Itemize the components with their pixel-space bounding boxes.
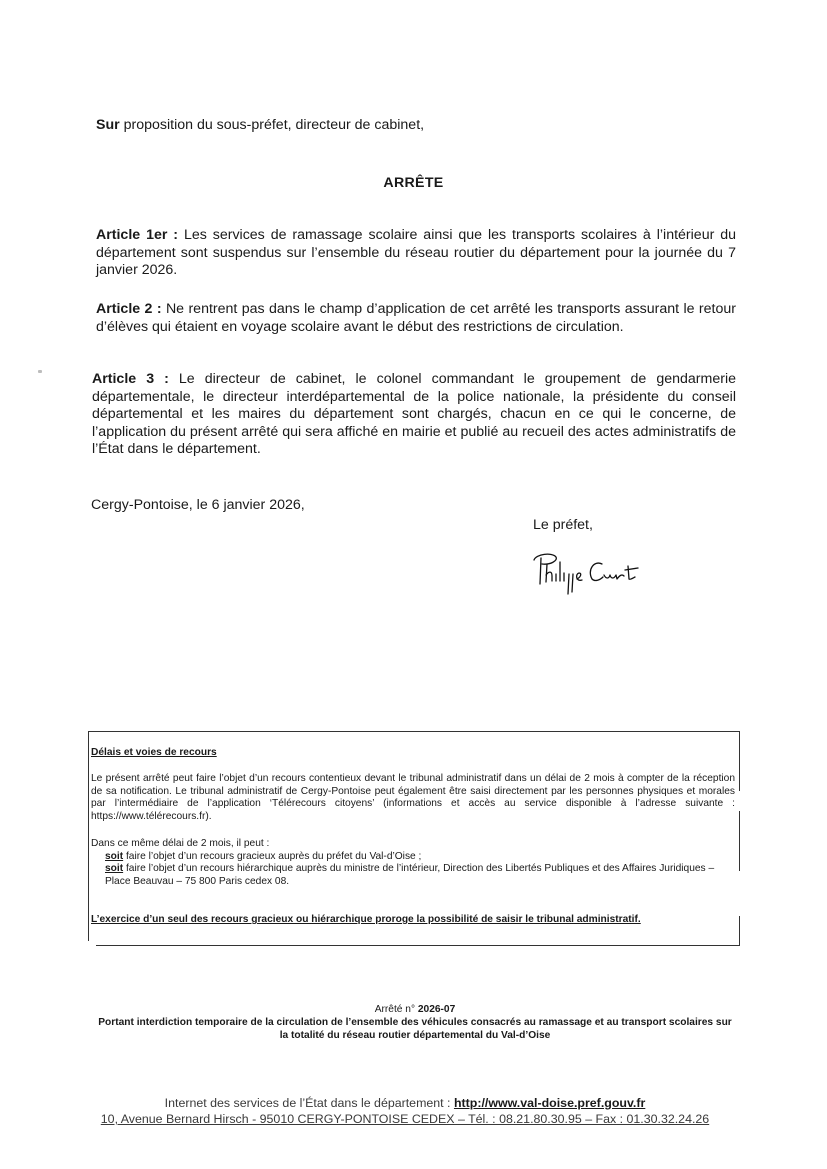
box-border-right xyxy=(739,916,740,946)
recourse-note: L’exercice d’un seul des recours gracieux ou hiérarchique proroge la possibilité de saisir le tribunal administratif. xyxy=(91,914,641,925)
box-border-top xyxy=(88,731,740,732)
recourse-option xyxy=(91,863,735,876)
box-border-right xyxy=(739,731,740,791)
box-border-left xyxy=(88,731,89,941)
recourse-options-intro: Dans ce même délai de 2 mois, il peut : xyxy=(91,838,270,849)
recourse-paragraph: Le présent arrêté peut faire l’objet d’un recours contentieux devant le tribunal administratif dans un délai de 2 mois à compter de la réception de sa notification. Le tribunal administratif de Cergy-Pontoise peut également être saisi directement par les personnes physiques et morales par l’intermédiaire de l’application ‘Télérecours citoyens’ (informations et accès au service disponible à l’adresse suivante : https://www.télérecours.fr). xyxy=(91,773,735,822)
article-1 xyxy=(96,227,736,280)
place-and-date: Cergy-Pontoise, le 6 janvier 2026, xyxy=(91,497,305,513)
article-2 xyxy=(96,301,736,336)
option-text: faire l’objet d’un recours gracieux auprès du préfet du Val-d’Oise ; xyxy=(123,850,422,862)
decree-subject: Portant interdiction temporaire de la circulation de l’ensemble des véhicules consacrés au ramassage et au transport scolaires sur la totalité du réseau routier départemental du Val-d’Oise xyxy=(98,1017,732,1042)
handwritten-signature xyxy=(530,548,680,596)
article-3 xyxy=(92,371,736,459)
recourse-box xyxy=(88,731,740,945)
scan-speck xyxy=(38,370,42,373)
proposition-text: proposition du sous-préfet, directeur de cabinet, xyxy=(119,117,425,133)
proposition-lead: Sur xyxy=(96,117,120,133)
footer-internet-line xyxy=(95,1095,715,1111)
article-text: Les services de ramassage scolaire ainsi que les transports scolaires à l’intérieur du département sont suspendus sur l’ensemble du réseau routier du département pour la journée du 7 janvier 2026. xyxy=(96,227,737,278)
signer-title: Le préfet, xyxy=(533,517,593,533)
footer-internet-label: Internet des services de l’État dans le département : xyxy=(164,1096,454,1110)
article-separator: : xyxy=(152,301,166,317)
article-separator: : xyxy=(167,227,184,243)
option-keyword: soit xyxy=(105,863,124,875)
footer-address: 10, Avenue Bernard Hirsch - 95010 CERGY-PONTOISE CEDEX – Tél. : 08.21.80.30.95 – Fax : 01.30.32.24.26 xyxy=(100,1112,710,1126)
decree-reference xyxy=(90,1003,740,1016)
decree-caption xyxy=(90,1003,740,1043)
article-separator: : xyxy=(154,371,179,387)
proposition-line xyxy=(96,117,736,135)
page-footer xyxy=(95,1095,715,1127)
article-text: Ne rentrent pas dans le champ d’application de cet arrêté les transports assurant le retour d’élèves qui étaient en voyage scolaire avant le début des restrictions de circulation. xyxy=(96,301,736,335)
prefecture-website-link[interactable]: http://www.val-doise.pref.gouv.fr xyxy=(453,1096,646,1110)
recourse-options xyxy=(91,838,735,888)
decree-ref-prefix: Arrêté n° xyxy=(374,1004,418,1015)
decree-title: ARRÊTE xyxy=(383,175,444,191)
signature-icon xyxy=(530,548,680,596)
decree-ref-number: 2026-07 xyxy=(417,1004,456,1015)
article-label: Article 1er xyxy=(96,227,168,243)
option-keyword: soit xyxy=(105,850,124,862)
recourse-address: Place Beauvau – 75 800 Paris cedex 08. xyxy=(105,875,290,887)
recourse-option xyxy=(91,851,735,864)
box-border-right xyxy=(739,811,740,871)
box-border-bottom xyxy=(96,945,740,946)
article-label: Article 3 xyxy=(92,371,155,387)
article-text: Le directeur de cabinet, le colonel commandant le groupement de gendarmerie départementale, le directeur interdépartemental de la police nationale, la présidente du conseil départemental et les maires du département sont chargés, chacun en ce qui le concerne, de l’application du présent arrêté qui sera affiché en mairie et publié au recueil des actes administratifs de l’État dans le département. xyxy=(92,371,736,457)
recourse-heading: Délais et voies de recours xyxy=(91,747,217,758)
option-text: faire l’objet d’un recours hiérarchique auprès du ministre de l’intérieur, Direction des Libertés Publiques et des Affaires Juridiques – xyxy=(123,863,715,875)
article-label: Article 2 xyxy=(96,301,153,317)
